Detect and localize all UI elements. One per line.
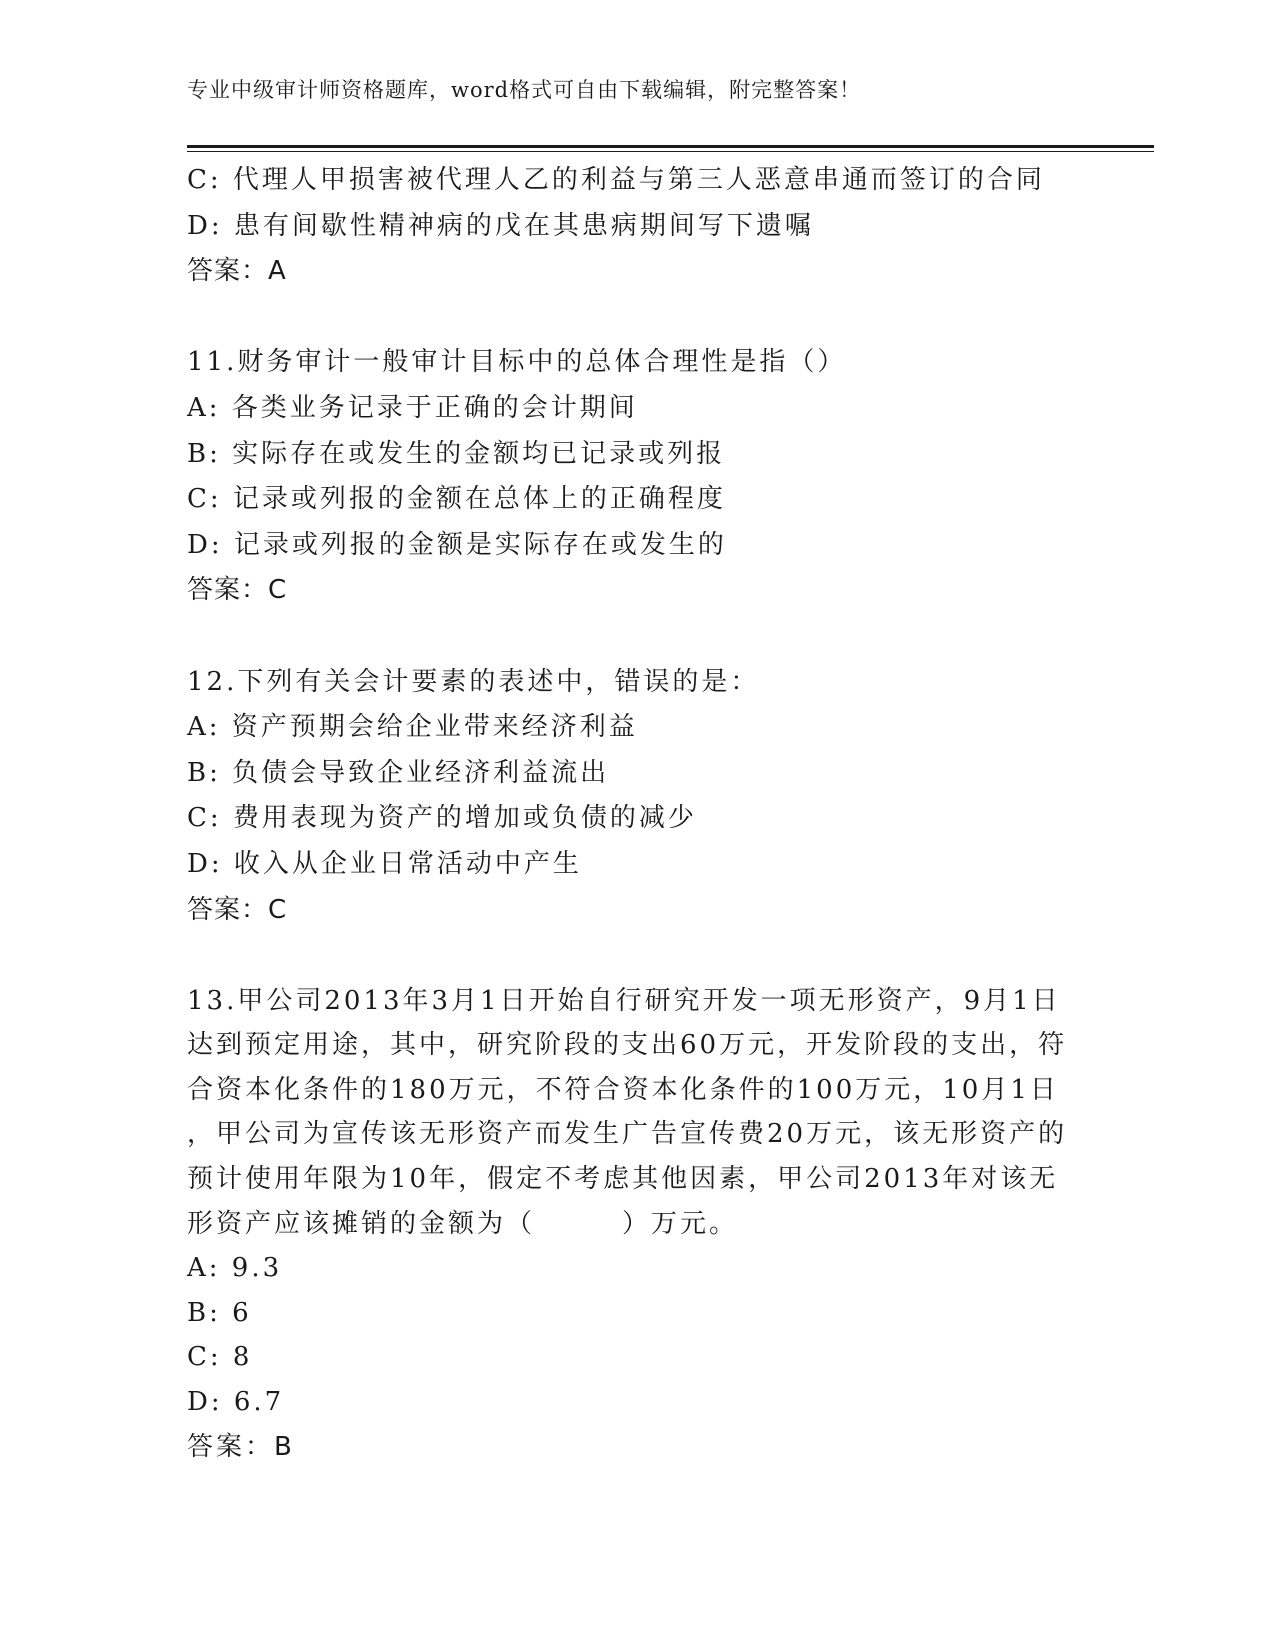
question-spacer [187, 295, 1087, 341]
answer-line: 答案：C [187, 894, 288, 925]
page-header: 专业中级审计师资格题库，word格式可自由下载编辑，附完整答案！ [187, 78, 862, 102]
option-line: A: 各类业务记录于正确的会计期间 [187, 392, 638, 423]
answer-line: 答案：C [187, 575, 288, 606]
document-body [187, 158, 1087, 1469]
option-line: C: 记录或列报的金额在总体上的正确程度 [187, 484, 726, 515]
question-11 [187, 340, 1087, 614]
option-line: D: 6.7 [187, 1387, 285, 1418]
header-rule-thin [187, 151, 1154, 152]
option-line: C: 代理人甲损害被代理人乙的利益与第三人恶意串通而签订的合同 [187, 165, 1045, 195]
question-stem: 13.甲公司2013年3月1日开始自行研究开发一项无形资产，9月1日 [187, 985, 1061, 1016]
option-line: B: 实际存在或发生的金额均已记录或列报 [187, 438, 726, 469]
question-stem: 12.下列有关会计要素的表述中，错误的是： [187, 666, 760, 697]
option-line: D: 记录或列报的金额是实际存在或发生的 [187, 529, 727, 560]
option-line: A: 9.3 [187, 1253, 283, 1284]
answer-line: 答案：A [187, 256, 287, 287]
question-13 [187, 979, 1087, 1470]
option-line: A: 资产预期会给企业带来经济利益 [187, 712, 638, 743]
option-line: C: 费用表现为资产的增加或负债的减少 [187, 803, 697, 834]
question-stem: 预计使用年限为10年，假定不考虑其他因素，甲公司2013年对该无 [187, 1164, 1059, 1195]
option-line: B: 负债会导致企业经济利益流出 [187, 757, 610, 788]
header-rule-thick [187, 145, 1154, 148]
option-line: D: 收入从企业日常活动中产生 [187, 848, 582, 879]
question-spacer [187, 933, 1087, 979]
question-stem: 11.财务审计一般审计目标中的总体合理性是指（） [187, 347, 847, 378]
question-stem: 合资本化条件的180万元，不符合资本化条件的100万元，10月1日 [187, 1074, 1059, 1105]
question-stem: 达到预定用途，其中，研究阶段的支出60万元，开发阶段的支出，符 [187, 1030, 1068, 1061]
question-spacer [187, 614, 1087, 660]
continued-question [187, 158, 1087, 295]
answer-line: 答案：B [187, 1431, 295, 1462]
question-stem: ，甲公司为宣传该无形资产而发生广告宣传费20万元，该无形资产的 [187, 1119, 1068, 1150]
question-12 [187, 660, 1087, 934]
option-line: B: 6 [187, 1297, 252, 1328]
option-line: D: 患有间歇性精神病的戊在其患病期间写下遗嘱 [187, 210, 814, 241]
question-stem: 形资产应该摊销的金额为（ ）万元。 [187, 1208, 739, 1239]
option-line: C: 8 [187, 1342, 253, 1373]
